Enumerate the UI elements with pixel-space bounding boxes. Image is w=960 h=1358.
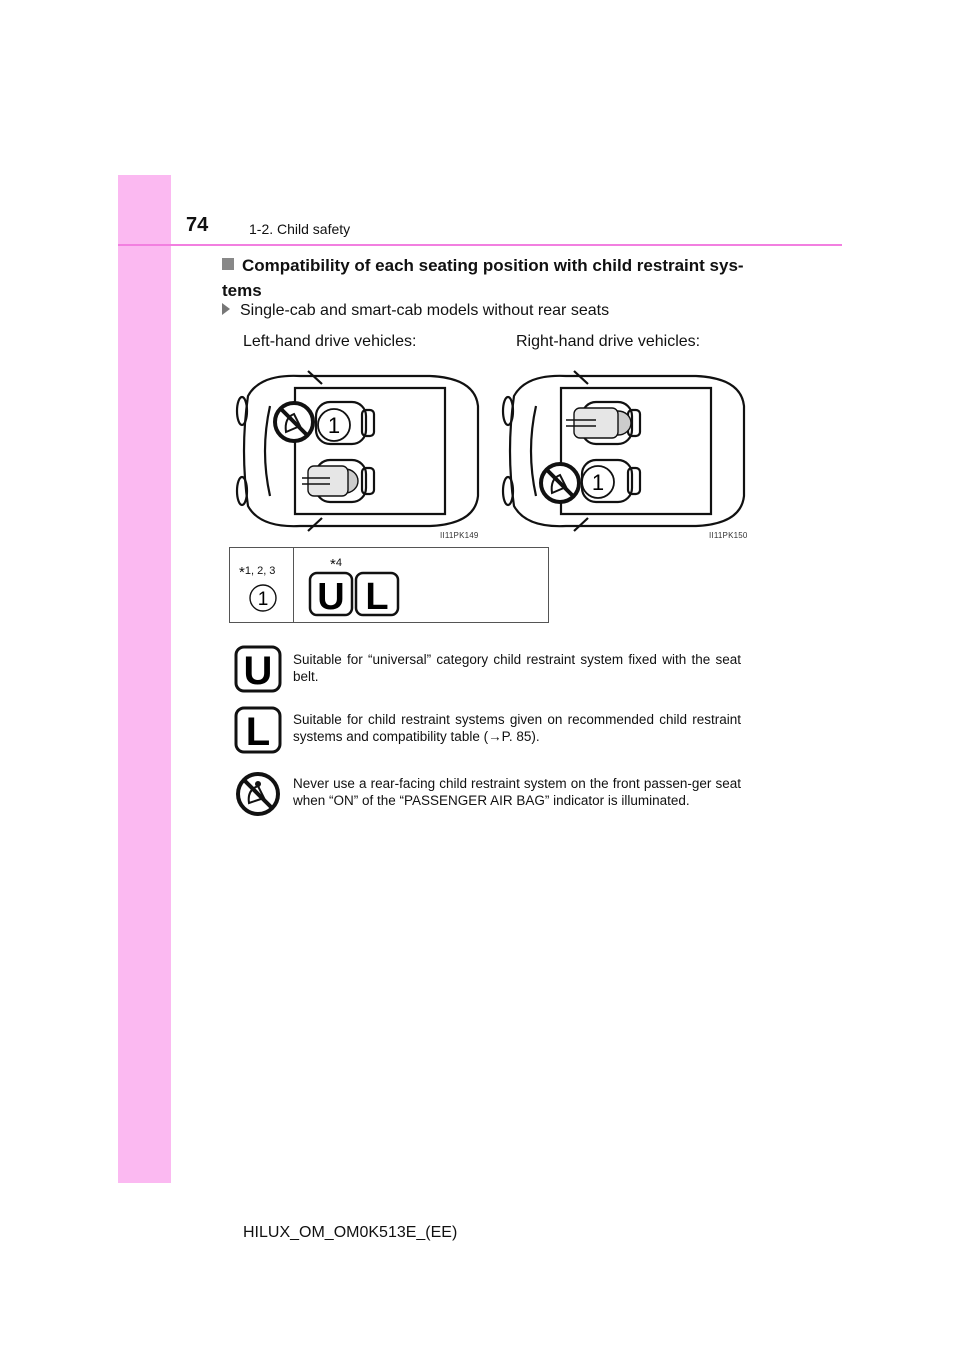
- document-id-footer: HILUX_OM_OM0K513E_(EE): [243, 1224, 458, 1241]
- left-hand-drive-label: Left-hand drive vehicles:: [243, 333, 417, 350]
- right-hand-drive-car-diagram: [496, 366, 748, 536]
- svg-text:L: L: [245, 710, 271, 754]
- category-footnote: *4: [330, 556, 342, 573]
- l-legend-icon: [234, 706, 282, 754]
- figure-code-left: II11PK149: [440, 531, 479, 540]
- seat-footnote: *1, 2, 3: [239, 564, 276, 581]
- section-title: 1-2. Child safety: [249, 221, 351, 237]
- l-category-icon: [354, 571, 400, 617]
- no-rear-facing-icon: [541, 464, 579, 502]
- compatibility-table: [229, 547, 549, 623]
- left-hand-drive-car-diagram: [230, 366, 482, 536]
- no-rear-facing-legend-text: Never use a rear-facing child restraint system on the front passen-ger seat when “ON” of the “PASSENGER AIR BAG” indicator is illuminated.: [293, 776, 741, 808]
- right-hand-drive-label: Right-hand drive vehicles:: [516, 333, 701, 350]
- svg-text:L: L: [365, 576, 389, 617]
- universal-category-icon: [308, 571, 354, 617]
- section-heading: Compatibility of each seating position with child restraint sys-tems: [222, 256, 744, 300]
- seat-number-icon: [247, 582, 279, 614]
- universal-legend-icon: [234, 645, 282, 693]
- universal-legend-text: Suitable for “universal” category child restraint system fixed with the seat belt.: [293, 652, 741, 684]
- triangle-bullet-icon: [222, 303, 230, 315]
- no-rear-facing-icon: [234, 770, 282, 818]
- seat-number-label: 1: [591, 470, 605, 495]
- side-tab-bar: [118, 175, 171, 1183]
- square-bullet-icon: [222, 258, 234, 270]
- svg-text:U: U: [243, 649, 273, 693]
- seat-number-label: 1: [327, 413, 341, 438]
- l-legend-text: Suitable for child restraint systems given on recommended child restraint systems and compatibility table (→P. 85).: [293, 712, 741, 744]
- subheading: Single-cab and smart-cab models without rear seats: [222, 302, 609, 320]
- no-rear-facing-icon: [275, 403, 313, 441]
- figure-code-right: II11PK150: [709, 531, 748, 540]
- table-divider: [293, 548, 294, 622]
- page-number: 74: [186, 214, 209, 236]
- svg-text:U: U: [317, 576, 345, 617]
- svg-text:1: 1: [257, 589, 269, 610]
- header-rule: [118, 244, 842, 246]
